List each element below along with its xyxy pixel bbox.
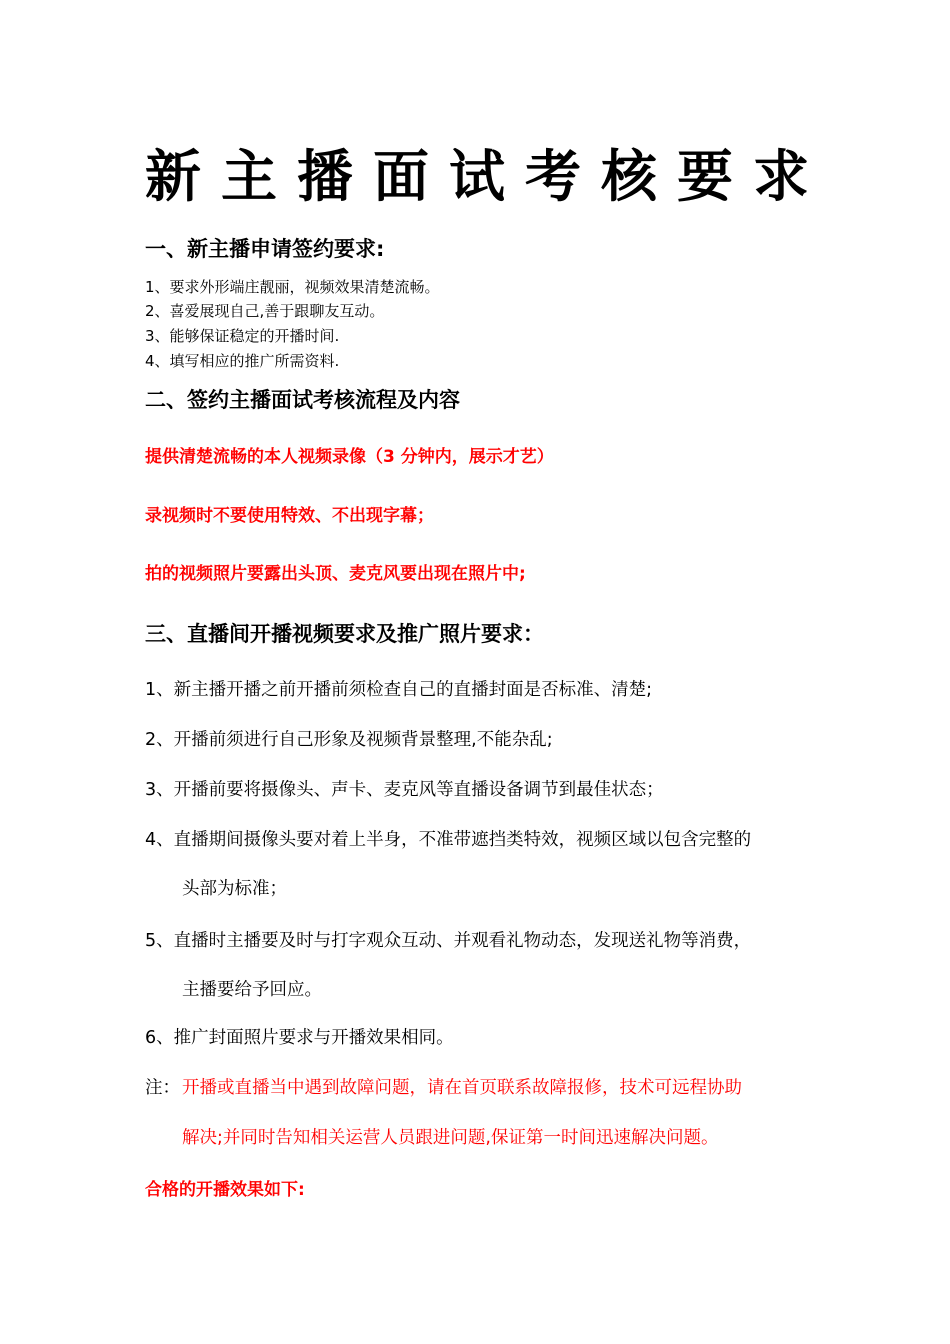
section1-item-3: 3、能够保证稳定的开播时间. — [145, 327, 340, 345]
section3-heading: 三、直播间开播视频要求及推广照片要求： — [145, 622, 544, 646]
section3-item-5-continued: 主播要给予回应。 — [182, 980, 322, 1000]
section3-item-4-continued: 头部为标准； — [182, 879, 287, 899]
note-label: 注： — [145, 1078, 180, 1098]
note-line-1: 开播或直播当中遇到故障问题，请在首页联系故障报修，技术可远程协助 — [182, 1078, 742, 1098]
closing-line: 合格的开播效果如下: — [145, 1180, 305, 1200]
section3-item-6: 6、推广封面照片要求与开播效果相同。 — [145, 1028, 454, 1048]
section3-item-5: 5、直播时主播要及时与打字观众互动、并观看礼物动态，发现送礼物等消费， — [145, 931, 752, 951]
section2-red-line-1: 提供清楚流畅的本人视频录像（3 分钟内，展示才艺） — [145, 447, 554, 467]
section3-item-3: 3、开播前要将摄像头、声卡、麦克风等直播设备调节到最佳状态； — [145, 780, 664, 800]
section3-item-1: 1、新主播开播之前开播前须检查自己的直播封面是否标准、清楚; — [145, 680, 653, 700]
page-title: 新主播面试考核要求 — [145, 145, 829, 210]
note-line-2: 解决;并同时告知相关运营人员跟进问题,保证第一时间迅速解决问题。 — [182, 1128, 719, 1148]
section1-item-2: 2、喜爱展现自己,善于跟聊友互动。 — [145, 302, 385, 320]
section2-red-line-2: 录视频时不要使用特效、不出现字幕； — [145, 506, 434, 526]
section1-item-4: 4、填写相应的推广所需资料. — [145, 352, 340, 370]
section2-heading: 二、签约主播面试考核流程及内容 — [145, 388, 460, 412]
section1-heading: 一、新主播申请签约要求: — [145, 237, 385, 261]
section1-item-1: 1、要求外形端庄靓丽，视频效果清楚流畅。 — [145, 278, 440, 296]
section3-item-4: 4、直播期间摄像头要对着上半身，不准带遮挡类特效，视频区域以包含完整的 — [145, 830, 752, 850]
section2-red-line-3: 拍的视频照片要露出头顶、麦克风要出现在照片中; — [145, 564, 526, 584]
section3-item-2: 2、开播前须进行自己形象及视频背景整理,不能杂乱; — [145, 730, 553, 750]
